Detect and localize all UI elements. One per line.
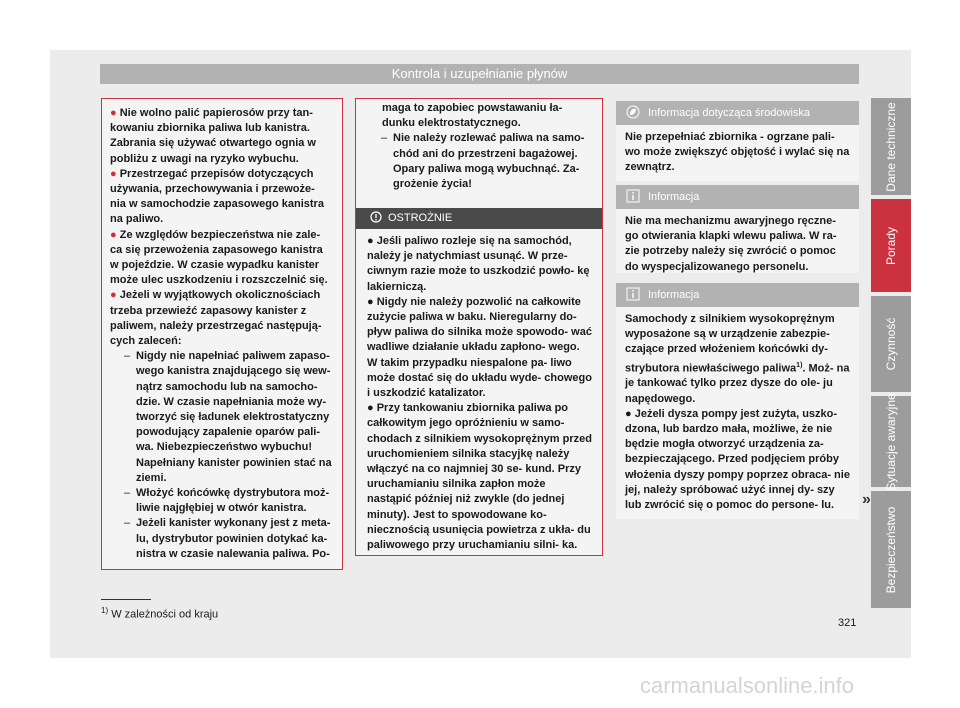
- warning-header: OSTROŻNIE: [356, 208, 602, 229]
- sub-item: – Jeżeli kanister wykonany jest z meta- lu, dystrybutor powinien dotykać ka- nistra w czasie nalewania paliwa. Po-: [124, 517, 331, 560]
- footnote-ref: 1): [796, 361, 803, 369]
- environment-info-header: Informacja dotycząca środowiska: [616, 101, 859, 125]
- sub-item: – Nie należy rozlewać paliwa na samo- chód ani do przestrzeni bagażowej. Opary paliwa mogą wybuchnąć. Za- grożenie życia!: [381, 132, 585, 191]
- tab-sytuacje-awaryjne[interactable]: Sytuacje awaryjne: [871, 396, 911, 487]
- info-text: Samochody z silnikiem wysokoprężnym wyposażone są w urządzenie zabezpie- czające przed włożeniem końcówki dy- strybutora niewłaściwego paliwa$^{1)}$. Moż- na je tankować tylko przez dysze do ole- ju napędowego.: [625, 313, 850, 405]
- warning-item: ● Jeśli paliwo rozleje się na samochód, należy je natychmiast usunąć. W prze- ciwnym razie może to uszkodzić powło- kę lakierniczą.: [367, 235, 590, 293]
- info-box-2: [616, 283, 859, 519]
- continuation-text: maga to zapobiec powstawaniu ła- dunku elektrostatycznego.: [382, 102, 563, 130]
- info-icon: [626, 189, 640, 203]
- page-header: Kontrola i uzupełnianie płynów: [100, 64, 859, 84]
- bullet-item: ● Jeżeli w wyjątkowych okolicznościach trzeba przewieźć zapasowy kanister z paliwem, należy przestrzegać następują- cych zaleceń:: [110, 289, 322, 348]
- footnote-divider: [101, 599, 151, 600]
- warning-item: ● Nigdy nie należy pozwolić na całkowite zużycie paliwa w baku. Nieregularny do- pływ paliwa do silnika może spowodo- wać wadliwe działanie układu zapłono- wego. W takim przypadku niespalone pa- liwo może dostać się do układu wyde- chowego i uszkodzić katalizator.: [367, 295, 592, 400]
- warning-box-left: [101, 98, 343, 570]
- watermark: carmanualsonline.info: [640, 673, 855, 698]
- info-header: Informacja: [616, 185, 859, 209]
- tab-bezpieczenstwo[interactable]: Bezpieczeństwo: [871, 491, 911, 608]
- bullet-item: ● Ze względów bezpieczeństwa nie zale- ca się przewożenia zapasowego kanistra w pojeździe. W czasie wypadku kanister może ulec uszkodzeniu i rozszczelnić się.: [110, 228, 328, 287]
- footnote: $^{1)}$ W zależności od kraju: [101, 606, 219, 621]
- next-page-marker: »: [862, 491, 871, 508]
- tab-czynnosc[interactable]: Czynność: [871, 296, 911, 392]
- environment-info-box: [616, 101, 859, 181]
- info-text: Nie ma mechanizmu awaryjnego ręczne- go otwierania klapki wlewu paliwa. W ra- zie potrzeby należy się zwrócić o pomoc do wyspecjalizowanego personelu.: [625, 215, 837, 273]
- sub-item: – Nigdy nie napełniać paliwem zapaso- wego kanistra znajdującego się wew- nątrz samochodu lub na samocho- dzie. W czasie napełniania może wy- tworzyć się ładunek elektrostatyczny powodujący zapalenie oparów pali- wa. Niebezpieczeństwo wybuchu! Napełniany kanister powinien stać na ziemi.: [124, 350, 332, 484]
- info-bullet: ● Jeżeli dysza pompy jest zużyta, uszko- dzona, lub bardzo mała, możliwe, że nie będzie mogła otworzyć urządzenia za- bezpieczającego. Przed podjęciem próby włożenia dyszy pompy poprzez obraca- nie jej, należy spróbować użyć innej dy- szy lub zwrócić się o pomoc do persone- lu.: [625, 407, 850, 512]
- tab-dane-techniczne[interactable]: Dane techniczne: [871, 98, 911, 195]
- info-icon: [626, 287, 640, 301]
- environment-info-text: Nie przepełniać zbiornika - ogrzane pali- wo może zwiększyć objętość i wylać się na zewnątrz.: [625, 131, 850, 174]
- info-box-1: [616, 185, 859, 273]
- info-header: Informacja: [616, 283, 859, 307]
- sub-item: – Włożyć końcówkę dystrybutora moż- liwie najgłębiej w otwór kanistra.: [124, 487, 330, 515]
- tab-porady[interactable]: Porady: [871, 199, 911, 292]
- leaf-icon: [626, 105, 640, 119]
- warning-box-middle: [355, 98, 603, 556]
- warning-item: ● Przy tankowaniu zbiornika paliwa po całkowitym jego opróżnieniu w samo- chodach z silnikiem wysokoprężnym przed uruchomieniem silnika stacyjkę należy włączyć na co najmniej 30 se- kund. Przy uruchamianiu silnika zapłon może nastąpić później niż zwykle (do jednej minuty). Jest to spowodowane ko- niecznością usunięcia powietrza z ukła- du paliwowego przy uruchamianiu silni- ka.: [367, 402, 592, 552]
- bullet-item: ● Przestrzegać przepisów dotyczących używania, przechowywania i przewoże- nia w samochodzie zapasowego kanistra na paliwo.: [110, 167, 324, 226]
- side-tabs: [871, 98, 911, 608]
- warning-circle-icon: [370, 211, 382, 223]
- page-number: 321: [838, 617, 857, 629]
- bullet-item: ● Nie wolno palić papierosów przy tan- kowaniu zbiornika paliwa lub kanistra. Zabrania się używać otwartego ognia w pobliżu z uwagi na ryzyko wybuchu.: [110, 107, 316, 165]
